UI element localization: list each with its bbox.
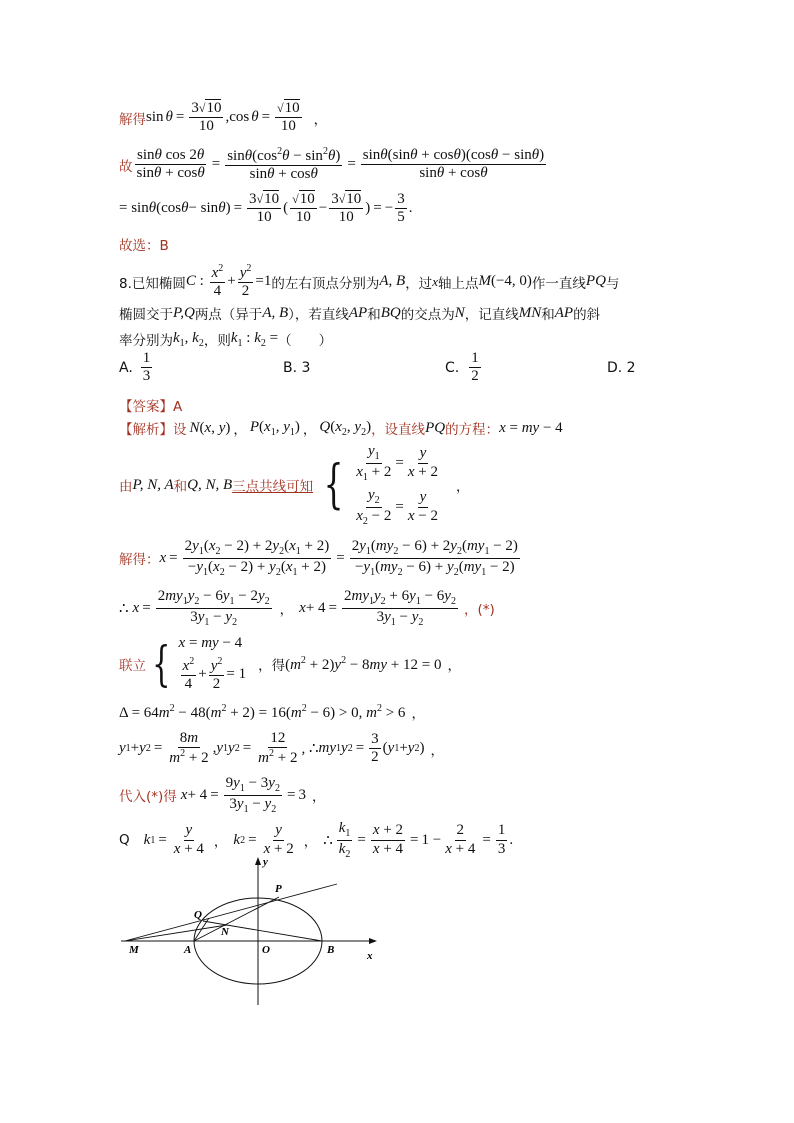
option-a-value: $\frac{1}{3}$ bbox=[142, 350, 151, 385]
formula-ratio-result: ∴ $\frac{k_1}{k_2}$ = $\frac{x + 2}{x + 4}$ = 1 − $\frac{2}{x + 4}$ = $\frac{1}{3}$ . bbox=[323, 820, 514, 860]
option-a[interactable] bbox=[119, 350, 154, 386]
q8-text: ），若直线 bbox=[288, 307, 349, 323]
analysis-text: ，设直线 bbox=[371, 422, 426, 438]
q8-text: 轴上点 bbox=[437, 275, 479, 292]
answer-previous-text: 故选：B bbox=[119, 238, 169, 254]
ellipse-equation: C : $\frac{x^2}{4}$ + $\frac{y^2}{2}$ =1 bbox=[185, 263, 272, 300]
q8-text: 椭圆交于 bbox=[119, 307, 173, 323]
q8-text: 的左右顶点分别为 bbox=[271, 275, 380, 292]
formula-x-simplified: ∴ x = $\frac{2my_1y_2 - 6y_1 - 2y_2}{3y_1 - y_2}$ bbox=[119, 588, 270, 628]
q8-text: 的交点为 bbox=[400, 307, 455, 323]
discriminant-formula: $\Delta = 64m^2 - 48(m^2 + 2) = 16(m^2 - 6) > 0$, $m^2 > 6$ bbox=[119, 702, 406, 721]
formula-ratio: $\frac{\text{sinθ cos 2θ}}{\sin\theta + \cos\theta}$ = $\frac{\sin\theta(\cos^2\theta - \sin^2\theta)}{\sin\theta + \cos\theta}$ = $\frac{\sin\theta(\sin\theta + \cos\theta)(\cos\theta - \sin\theta)}{\sin\theta + \cos\theta}$ bbox=[136, 146, 545, 183]
analysis-discriminant bbox=[119, 702, 714, 722]
formula-x-plus-4: x + 4 = $\frac{2my_1y_2 + 6y_1 - 6y_2}{3y_1 - y_2}$ bbox=[299, 588, 456, 628]
var-x: x bbox=[432, 273, 438, 289]
label-b: B bbox=[327, 944, 335, 956]
slope-ratio: $k_1$ : $k_2$ = bbox=[230, 329, 279, 349]
ellipse-figure bbox=[115, 855, 385, 1015]
comma: ， bbox=[303, 834, 318, 850]
line-mn: MN bbox=[518, 304, 542, 321]
analysis-combine bbox=[119, 632, 714, 696]
analysis-text: 代入(*)得 bbox=[119, 789, 177, 805]
question-8-line-2 bbox=[119, 303, 714, 323]
comma: ， bbox=[447, 658, 461, 674]
label-q: Q bbox=[194, 909, 202, 921]
vieta-formula: y 1 + y 2 = $\frac{8m}{m^2 + 2}$ , y 1 y 2 = $\frac{12}{m^2 + 2}$ , ∴ my 1 y 2 = $\frac{3}{2}$ ( y 1 + y 2 ) bbox=[119, 730, 425, 767]
label-y: y bbox=[263, 856, 268, 868]
q8-text: ，记直线 bbox=[464, 307, 519, 323]
points-ab: A, B bbox=[262, 304, 289, 321]
q8-text: 8.已知椭圆 bbox=[119, 275, 186, 292]
comma: ， bbox=[302, 422, 317, 438]
solution-line-1 bbox=[119, 100, 714, 136]
analysis-line-1 bbox=[119, 418, 714, 438]
because-symbol: Q bbox=[119, 832, 130, 848]
line-pq-eq: x = my − 4 bbox=[499, 419, 563, 436]
line-pq: PQ bbox=[425, 419, 446, 436]
analysis-substitute bbox=[119, 775, 714, 815]
question-8-line-1 bbox=[119, 263, 714, 301]
comma: ， bbox=[279, 602, 294, 618]
star-mark: ，(*) bbox=[463, 602, 495, 618]
slopes: $k_1$, $k_2$ bbox=[173, 329, 204, 349]
points-pq: P,Q bbox=[173, 304, 195, 321]
formula-k2: k 2 = $\frac{y}{x + 2}$ bbox=[233, 822, 294, 857]
q8-text: 作一直线 bbox=[531, 275, 586, 292]
label-n: N bbox=[221, 926, 229, 938]
comma: ， bbox=[213, 834, 228, 850]
point-n: N bbox=[454, 304, 465, 321]
formula-x: x = $\frac{2y_1(x_2 - 2) + 2y_2(x_1 + 2)}{-y_1(x_2 - 2) + y_2(x_1 + 2)}$ = $\frac{2y_1(my_2 - 6) + 2y_2(my_1 - 2)}{-y_1(my_2 - 6) + y_2(my_1 - 2)}$ bbox=[159, 538, 518, 578]
analysis-text: 由 bbox=[119, 479, 133, 495]
analysis-text: 联立 bbox=[119, 658, 146, 674]
q8-text: ，则 bbox=[203, 333, 231, 349]
solution-line-2 bbox=[119, 146, 714, 184]
analysis-solve-x bbox=[119, 538, 714, 578]
q8-text: 率分别为 bbox=[119, 333, 173, 349]
answer-tag-text: 【答案】A bbox=[119, 399, 183, 415]
label-x: x bbox=[367, 950, 373, 962]
analysis-collinear bbox=[119, 440, 714, 530]
point-q-coord: $Q(x_2$, $y_2$) bbox=[319, 418, 372, 438]
quadratic-eq: $(m^2 + 2)y^2 - 8my + 12 = 0$ bbox=[285, 654, 442, 673]
option-a-label: A. bbox=[119, 359, 133, 376]
label-m: M bbox=[129, 944, 139, 956]
x-axis-arrow bbox=[369, 938, 377, 944]
analysis-tag: 【解析】 bbox=[119, 422, 173, 438]
comma: ， bbox=[233, 422, 247, 438]
line-ap: AP bbox=[348, 304, 368, 321]
collinear-system: { $\frac{y_1}{x_1 + 2}$ = $\frac{y}{x + 2}$ $\frac{y_2}{x_2 - 2}$ = $\frac{y}{x - 2}$ bbox=[323, 443, 438, 527]
formula-result: = sin θ (cos θ − sin θ ) = $\frac{3√10}{10}$ ( $\frac{√10}{10}$ − $\frac{3√10}{10}$ ) = − $\frac{3}{5}$ . bbox=[119, 191, 413, 226]
comma: ， bbox=[313, 111, 328, 128]
solution-line-3 bbox=[119, 191, 714, 227]
q8-text: 和 bbox=[367, 307, 381, 323]
question-8-line-3 bbox=[119, 329, 714, 349]
formula-k1: k 1 = $\frac{y}{x + 4}$ bbox=[143, 822, 204, 857]
comma: ， bbox=[455, 479, 470, 495]
label-p: P bbox=[275, 883, 282, 895]
analysis-therefore bbox=[119, 588, 714, 628]
q8-text: ，过 bbox=[405, 275, 433, 292]
formula-sin-cos: sin θ = $\frac{3√10}{10}$ ,cos θ = $\frac{√10}{10}$ bbox=[146, 100, 300, 135]
comma: ， bbox=[430, 742, 444, 759]
formula-substitute: x + 4 = $\frac{9y_1 - 3y_2}{3y_1 - y_2}$ = 3 bbox=[180, 775, 306, 815]
analysis-text: 设 bbox=[173, 422, 187, 438]
q8-text: 的斜 bbox=[573, 307, 601, 323]
analysis-text: 的方程： bbox=[445, 422, 500, 438]
combine-system: { x = my − 4 $\frac{x^2}{4}$ + $\frac{y^2}{2}$ = 1 bbox=[152, 634, 247, 692]
q8-text: （ ） bbox=[278, 333, 333, 349]
answer-tag bbox=[119, 395, 714, 415]
option-c-value: $\frac{1}{2}$ bbox=[471, 350, 479, 385]
point-p-coord: $P(x_1$, $y_1$) bbox=[249, 418, 300, 438]
point-n-coord: N(x, y) bbox=[189, 419, 231, 436]
label-jiede: 解得 bbox=[119, 111, 146, 128]
analysis-text: 三点共线可知 bbox=[232, 479, 314, 495]
comma: ， bbox=[411, 706, 425, 722]
option-d[interactable] bbox=[607, 360, 636, 376]
line-bq: BQ bbox=[380, 304, 401, 321]
option-c-label: C. bbox=[445, 359, 460, 376]
answer-previous bbox=[119, 234, 714, 254]
analysis-vieta bbox=[119, 730, 714, 768]
option-b[interactable] bbox=[283, 360, 310, 376]
points-pna: P, N, A bbox=[132, 476, 174, 493]
comma: ， bbox=[311, 789, 326, 805]
analysis-text: 解得： bbox=[119, 552, 160, 568]
points-qnb: Q, N, B bbox=[187, 476, 233, 493]
label-a: A bbox=[184, 944, 192, 956]
option-b-label: B. 3 bbox=[283, 360, 311, 376]
option-d-label: D. 2 bbox=[607, 360, 636, 376]
q8-text: 与 bbox=[605, 275, 620, 292]
option-c[interactable] bbox=[445, 350, 483, 386]
line-ap: AP bbox=[554, 304, 574, 321]
points-ab: A, B bbox=[379, 273, 406, 290]
y-axis-arrow bbox=[255, 857, 261, 865]
point-m: M(−4, 0) bbox=[478, 273, 532, 290]
analysis-text: ，得 bbox=[258, 658, 286, 674]
q8-text: 两点（异于 bbox=[194, 307, 263, 323]
label-o: O bbox=[262, 944, 270, 956]
line-pq: PQ bbox=[585, 273, 606, 290]
q8-text: 和 bbox=[541, 307, 555, 323]
analysis-text: 和 bbox=[173, 479, 188, 495]
label-gu: 故 bbox=[119, 158, 133, 175]
analysis-slopes bbox=[119, 820, 714, 860]
